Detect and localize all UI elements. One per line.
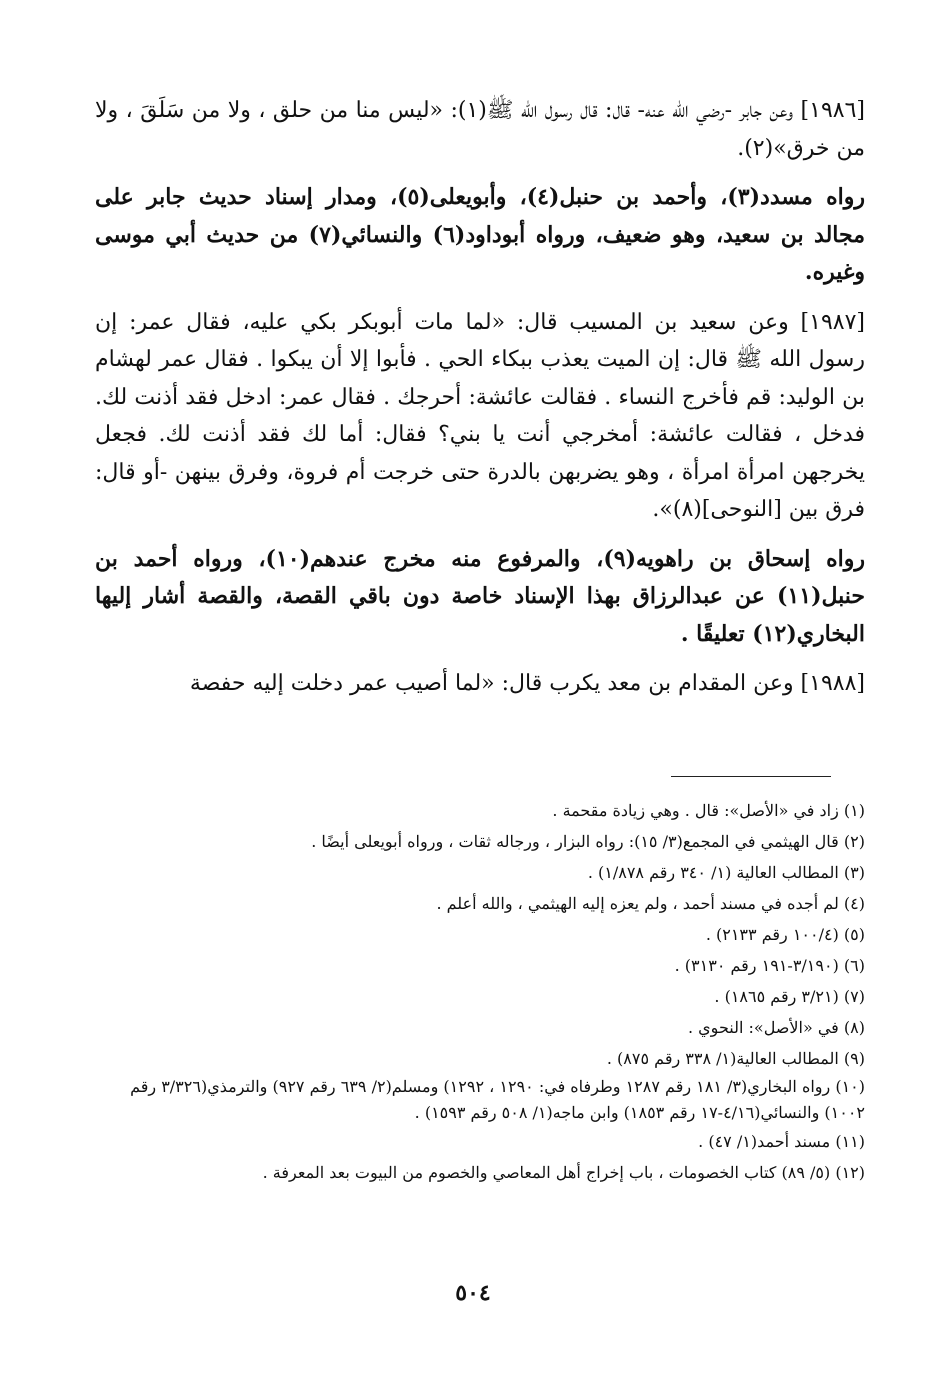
footnotes [95, 795, 865, 1188]
footnote-3: (٣) المطالب العالية (١/ ٣٤٠ رقم ١/٨٧٨) . [587, 863, 865, 882]
footnote-4: (٤) لم أجده في مسند أحمد ، ولم يعزه إليه الهيثمي ، والله أعلم . [436, 894, 865, 913]
footnote-2: (٢) قال الهيثمي في المجمع(٣/ ١٥): رواه البزار ، ورجاله ثقات ، ورواه أبويعلى أيضًا . [311, 832, 865, 851]
footnote-10: (١٠) رواه البخاري(٣/ ١٨١ رقم ١٢٨٧ وطرفاه في: ١٢٩٠ ، ١٢٩٢) ومسلم(٢/ ٦٣٩ رقم ٩٢٧) والترمذي(٣/٣٢٦ رقم ١٠٠٢) والنسائي(٤/١٦-١٧ رقم ١٨٥٣) وابن ماجه(١/ ٥٠٨ رقم ١٥٩٣) . [130, 1077, 865, 1122]
page-number: ٥٠٤ [455, 1280, 491, 1306]
paragraph-1987-commentary: رواه إسحاق بن راهويه(٩)، والمرفوع منه مخرج عندهم(١٠)، ورواه أحمد بن حنبل(١١) عن عبدالرزاق بهذا الإسناد خاصة دون باقي القصة، والقصة أشار إليها البخاري(١٢) تعليقًا . [95, 545, 866, 647]
footnote-7: (٧) (٣/٢١ رقم ١٨٦٥) . [714, 987, 865, 1006]
main-text [95, 92, 865, 703]
footnote-12: (١٢) (٥/ ٨٩) كتاب الخصومات ، باب إخراج أهل المعاصي والخصوم من البيوت بعد المعرفة . [262, 1163, 865, 1182]
footnote-5: (٥) (١٠٠/٤ رقم ٢١٣٣) . [705, 925, 865, 944]
footnote-1: (١) زاد في «الأصل»: قال . وهي زيادة مقحمة . [552, 801, 865, 820]
footnote-11: (١١) مسند أحمد(١/ ٤٧) . [698, 1132, 865, 1151]
footnote-8: (٨) في «الأصل»: النحوي . [687, 1018, 865, 1037]
paragraph-1988: [١٩٨٨] وعن المقدام بن معد يكرب قال: «لما أصيب عمر دخلت إليه حفصة [189, 671, 865, 696]
footnote-9: (٩) المطالب العالية(١/ ٣٣٨ رقم ٨٧٥) . [606, 1049, 865, 1068]
paragraph-1986: [١٩٨٦] وعن جابر -رضي الله عنه- قال: قال رسول الله ﷺ(١): «ليس منا من حلق ، ولا من سَلَقَ ، ولا من خرق»(٢). [95, 98, 865, 161]
footnote-separator [671, 776, 831, 777]
footnote-6: (٦) (٣/١٩٠-١٩١ رقم ٣١٣٠) . [674, 956, 865, 975]
paragraph-1987: [١٩٨٧] وعن سعيد بن المسيب قال: «لما مات أبوبكر بكي عليه، فقال عمر: إن رسول الله ﷺ قال: إن الميت يعذب ببكاء الحي . فأبوا إلا أن يبكوا . فقال عمر لهشام بن الوليد: قم فأخرج النساء . فقالت عائشة: أحرجك . فقال عمر: ادخل فقد أذنت لك. فدخل ، فقالت عائشة: أمخرجي أنت يا بني؟ فقال: أما لك فقد أذنت لك. فجعل يخرجهن امرأة امرأة ، وهو يضربهن بالدرة حتى خرجت أم فروة، وفرق بينهن -أو قال: فرق بين [النوحى](٨)». [95, 309, 865, 522]
paragraph-1986-commentary: رواه مسدد(٣)، وأحمد بن حنبل(٤)، وأبويعلى(٥)، ومدار إسناد حديث جابر على مجالد بن سعيد، وهو ضعيف، ورواه أبوداود(٦) والنسائي(٧) من حديث أبي موسى وغيره. [95, 184, 865, 285]
